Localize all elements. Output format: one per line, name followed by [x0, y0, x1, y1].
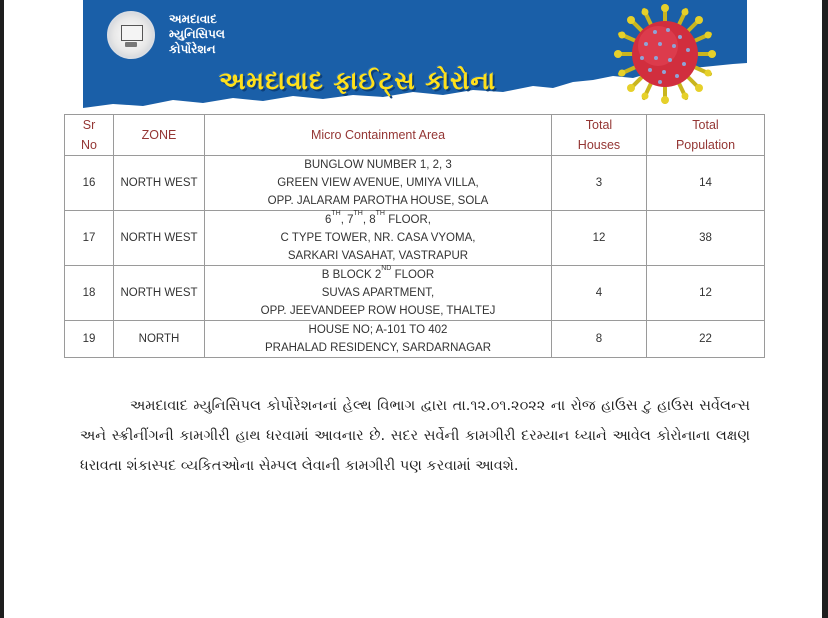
- document-page: [4, 0, 822, 618]
- header-banner: [83, 0, 747, 112]
- org-name-line: કોર્પોરેશન: [169, 42, 216, 56]
- cell-total-houses: 3: [552, 156, 647, 211]
- header-sr-no: Sr No: [65, 115, 114, 156]
- cell-area: 6TH, 7TH, 8TH FLOOR, C TYPE TOWER, NR. CASA VYOMA, SARKARI VASAHAT, VASTRAPUR: [205, 211, 552, 266]
- cell-zone: NORTH WEST: [114, 156, 205, 211]
- cell-sr-no: 16: [65, 156, 114, 211]
- cell-total-houses: 8: [552, 321, 647, 358]
- announcement-paragraph: અમદાવાદ મ્યુનિસિપલ કોર્પોરેશનનાં હેલ્થ વિભાગ દ્વારા તા.૧૨.૦૧.૨૦૨૨ ના રોજ હાઉસ ટુ હાઉસ સર્વેલન્સ અને સ્ક્રીનીંગની કામગીરી હાથ ધરવામાં આવનાર છે. સદર સર્વેની કામગીરી દરમ્યાન ધ્યાને આવેલ કોરોનાના લક્ષણ ધરાવતા શંકાસ્પદ વ્યકિતઓના સેમ્પલ લેવાની કામગીરી પણ કરવામાં આવશે.: [80, 398, 750, 474]
- header-area: Micro Containment Area: [205, 115, 552, 156]
- cell-total-population: 38: [647, 211, 765, 266]
- cell-total-population: 14: [647, 156, 765, 211]
- cell-sr-no: 18: [65, 266, 114, 321]
- table-row: [65, 156, 765, 211]
- table-row: [65, 211, 765, 266]
- cell-zone: NORTH: [114, 321, 205, 358]
- amc-emblem-icon: [107, 11, 155, 59]
- cell-zone: NORTH WEST: [114, 211, 205, 266]
- cell-total-houses: 4: [552, 266, 647, 321]
- cell-total-houses: 12: [552, 211, 647, 266]
- table-header-row: [65, 115, 765, 156]
- area-first-line: B BLOCK 2ND FLOOR: [321, 265, 435, 281]
- header-zone: ZONE: [114, 115, 205, 156]
- area-first-line: 6TH, 7TH, 8TH FLOOR,: [324, 210, 432, 226]
- table-row: [65, 321, 765, 358]
- cell-area: B BLOCK 2ND FLOOR SUVAS APARTMENT, OPP. JEEVANDEEP ROW HOUSE, THALTEJ: [205, 266, 552, 321]
- cell-sr-no: 17: [65, 211, 114, 266]
- cell-total-population: 22: [647, 321, 765, 358]
- emblem-base: [125, 42, 137, 47]
- cell-sr-no: 19: [65, 321, 114, 358]
- emblem-building: [121, 25, 143, 41]
- organization-name: [169, 12, 225, 57]
- cell-total-population: 12: [647, 266, 765, 321]
- org-name-line: મ્યુનિસિપલ: [169, 27, 225, 41]
- table-row: [65, 266, 765, 321]
- cell-area: BUNGLOW NUMBER 1, 2, 3 GREEN VIEW AVENUE, UMIYA VILLA, OPP. JALARAM PAROTHA HOUSE, SOLA: [205, 156, 552, 211]
- header-total-population: Total Population: [647, 115, 765, 156]
- header-total-houses: Total Houses: [552, 115, 647, 156]
- banner-title: અમદાવાદ ફાઈટ્સ કોરોના: [219, 66, 497, 95]
- org-name-line: અમદાવાદ: [169, 12, 217, 26]
- coronavirus-icon: [610, 2, 720, 106]
- cell-zone: NORTH WEST: [114, 266, 205, 321]
- micro-containment-table: [64, 114, 765, 358]
- cell-area: HOUSE NO; A-101 TO 402 PRAHALAD RESIDENCY, SARDARNAGAR: [205, 321, 552, 358]
